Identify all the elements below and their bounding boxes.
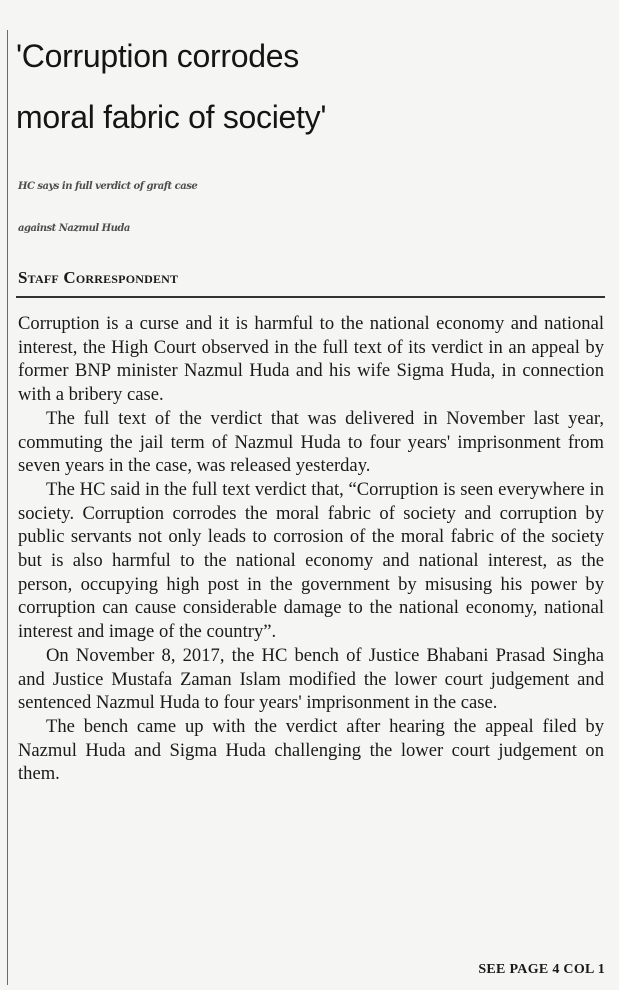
byline: Staff Correspondent: [18, 268, 179, 287]
paragraph-4: On November 8, 2017, the HC bench of Justice Bhabani Prasad Singha and Justice Mustafa Zaman Islam modified the lower court judgement and sentenced Nazmul Huda to four years' imprisonment in the case.: [18, 644, 604, 714]
subheadline-line-1: HC says in full verdict of graft case: [18, 181, 198, 192]
paragraph-3: The HC said in the full text verdict that, “Corruption is seen everywhere in society. Corruption corrodes the moral fabric of society and corruption by public servants not only leads to corrosion of the moral fabric of the society but is also harmful to the national economy and national interest, as the person, occupying high post in the government by misusing his power by corruption can cause considerable damage to the national economy, national interest and image of the country”.: [18, 478, 604, 643]
article-body: [18, 312, 604, 786]
continuation-line: SEE PAGE 4 COL 1: [478, 962, 605, 977]
headline-line-1: 'Corruption corrodes: [16, 38, 299, 74]
subheadline-line-2: against Nazmul Huda: [18, 223, 130, 234]
paragraph-1: Corruption is a curse and it is harmful to the national economy and national interest, the High Court observed in the full text of its verdict in an appeal by former BNP minister Nazmul Huda and his wife Sigma Huda, in connection with a bribery case.: [18, 313, 604, 406]
column-rule: [7, 30, 8, 985]
paragraph-5: The bench came up with the verdict after hearing the appeal filed by Nazmul Huda and Sigma Huda challenging the lower court judgement on them.: [18, 715, 604, 785]
subheadline: [18, 166, 618, 250]
headline-line-2: moral fabric of society': [16, 99, 327, 135]
headline: [16, 26, 616, 148]
byline-divider: [16, 296, 605, 298]
paragraph-2: The full text of the verdict that was delivered in November last year, commuting the jail term of Nazmul Huda to four years' imprisonment from seven years in the case, was released yesterday.: [18, 407, 604, 477]
